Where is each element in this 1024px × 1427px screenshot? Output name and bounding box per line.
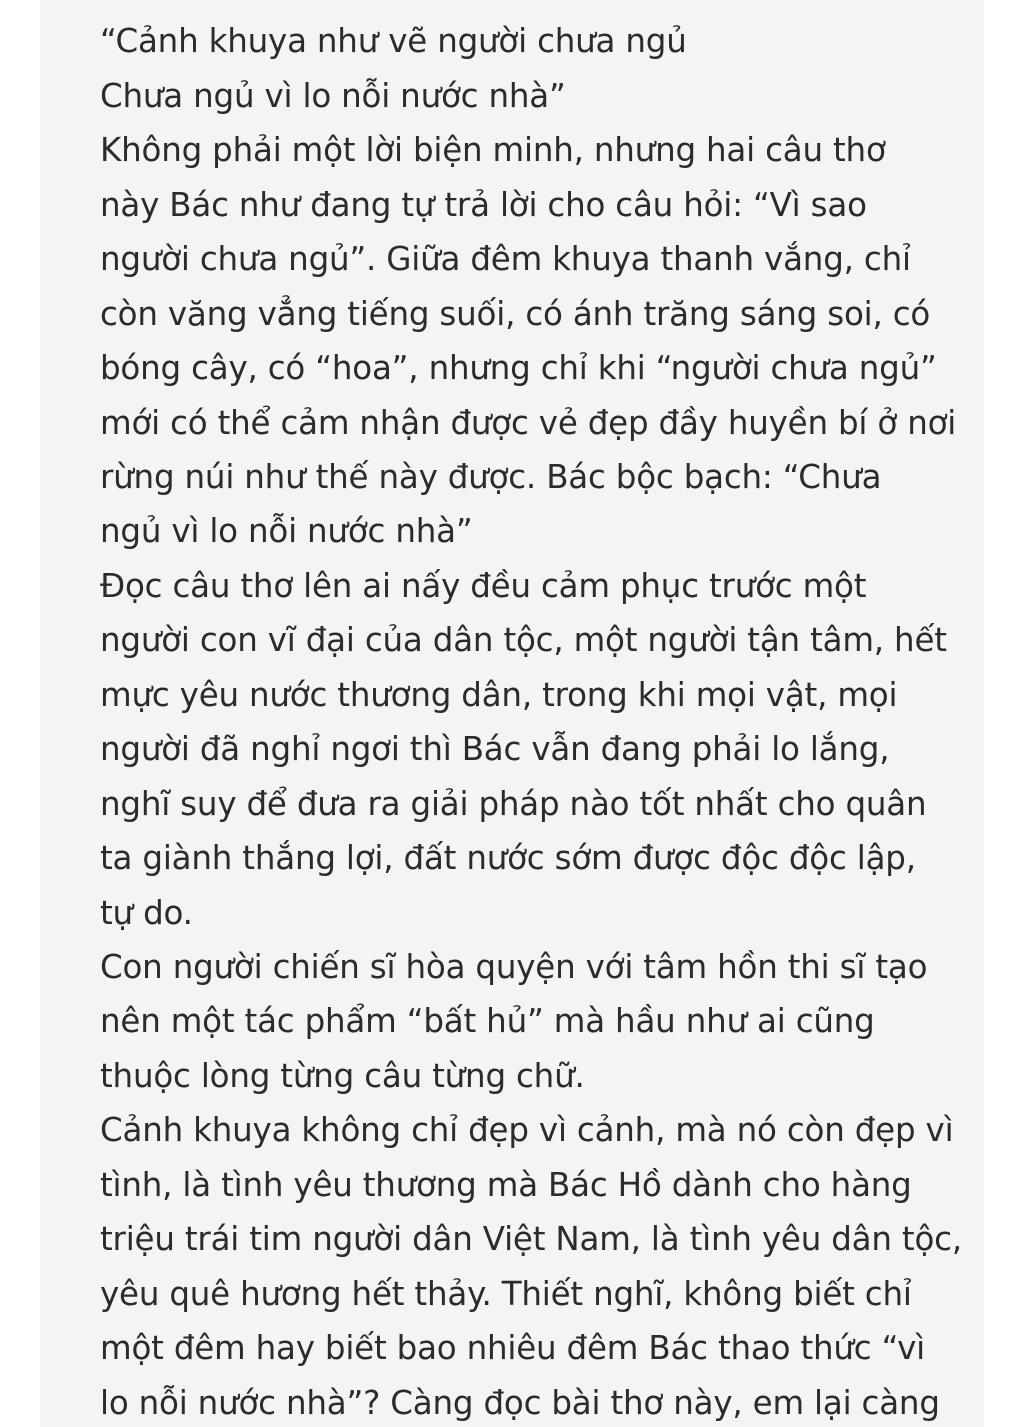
text-line: Đọc câu thơ lên ai nấy đều cảm phục trước một bbox=[100, 567, 867, 605]
text-line: còn văng vẳng tiếng suối, có ánh trăng sáng soi, có bbox=[100, 295, 931, 333]
text-line: lo nỗi nước nhà”? Càng đọc bài thơ này, em lại càng bbox=[100, 1384, 940, 1422]
text-line: Không phải một lời biện minh, nhưng hai câu thơ bbox=[100, 131, 886, 169]
text-line: mới có thể cảm nhận được vẻ đẹp đầy huyền bí ở nơi bbox=[100, 404, 957, 442]
text-line: nghĩ suy để đưa ra giải pháp nào tốt nhất cho quân bbox=[100, 785, 927, 823]
text-line: “Cảnh khuya như vẽ người chưa ngủ bbox=[100, 22, 687, 60]
text-line: Con người chiến sĩ hòa quyện với tâm hồn thi sĩ tạo bbox=[100, 948, 928, 986]
text-line: mực yêu nước thương dân, trong khi mọi vật, mọi bbox=[100, 676, 898, 714]
text-line: Cảnh khuya không chỉ đẹp vì cảnh, mà nó còn đẹp vì bbox=[100, 1111, 954, 1149]
text-line: nên một tác phẩm “bất hủ” mà hầu như ai cũng bbox=[100, 1002, 875, 1040]
text-line: ngủ vì lo nỗi nước nhà” bbox=[100, 512, 473, 550]
text-line: này Bác như đang tự trả lời cho câu hỏi: “Vì sao bbox=[100, 186, 867, 224]
text-line: bóng cây, có “hoa”, nhưng chỉ khi “người chưa ngủ” bbox=[100, 349, 937, 387]
document-page bbox=[40, 0, 984, 1427]
text-line: người chưa ngủ”. Giữa đêm khuya thanh vắng, chỉ bbox=[100, 240, 911, 278]
text-line: triệu trái tim người dân Việt Nam, là tình yêu dân tộc, bbox=[100, 1220, 962, 1258]
text-line: tình, là tình yêu thương mà Bác Hồ dành cho hàng bbox=[100, 1166, 912, 1204]
text-line: thuộc lòng từng câu từng chữ. bbox=[100, 1057, 585, 1095]
text-line: người đã nghỉ ngơi thì Bác vẫn đang phải lo lắng, bbox=[100, 730, 890, 768]
text-line: một đêm hay biết bao nhiêu đêm Bác thao thức “vì bbox=[100, 1329, 925, 1367]
text-line: rừng núi như thế này được. Bác bộc bạch: “Chưa bbox=[100, 458, 882, 496]
text-line: ta giành thắng lợi, đất nước sớm được độc độc lập, bbox=[100, 839, 916, 877]
text-line: người con vĩ đại của dân tộc, một người tận tâm, hết bbox=[100, 621, 947, 659]
text-line: yêu quê hương hết thảy. Thiết nghĩ, không biết chỉ bbox=[100, 1275, 912, 1313]
text-line: tự do. bbox=[100, 894, 193, 932]
text-line: Chưa ngủ vì lo nỗi nước nhà” bbox=[100, 77, 566, 115]
